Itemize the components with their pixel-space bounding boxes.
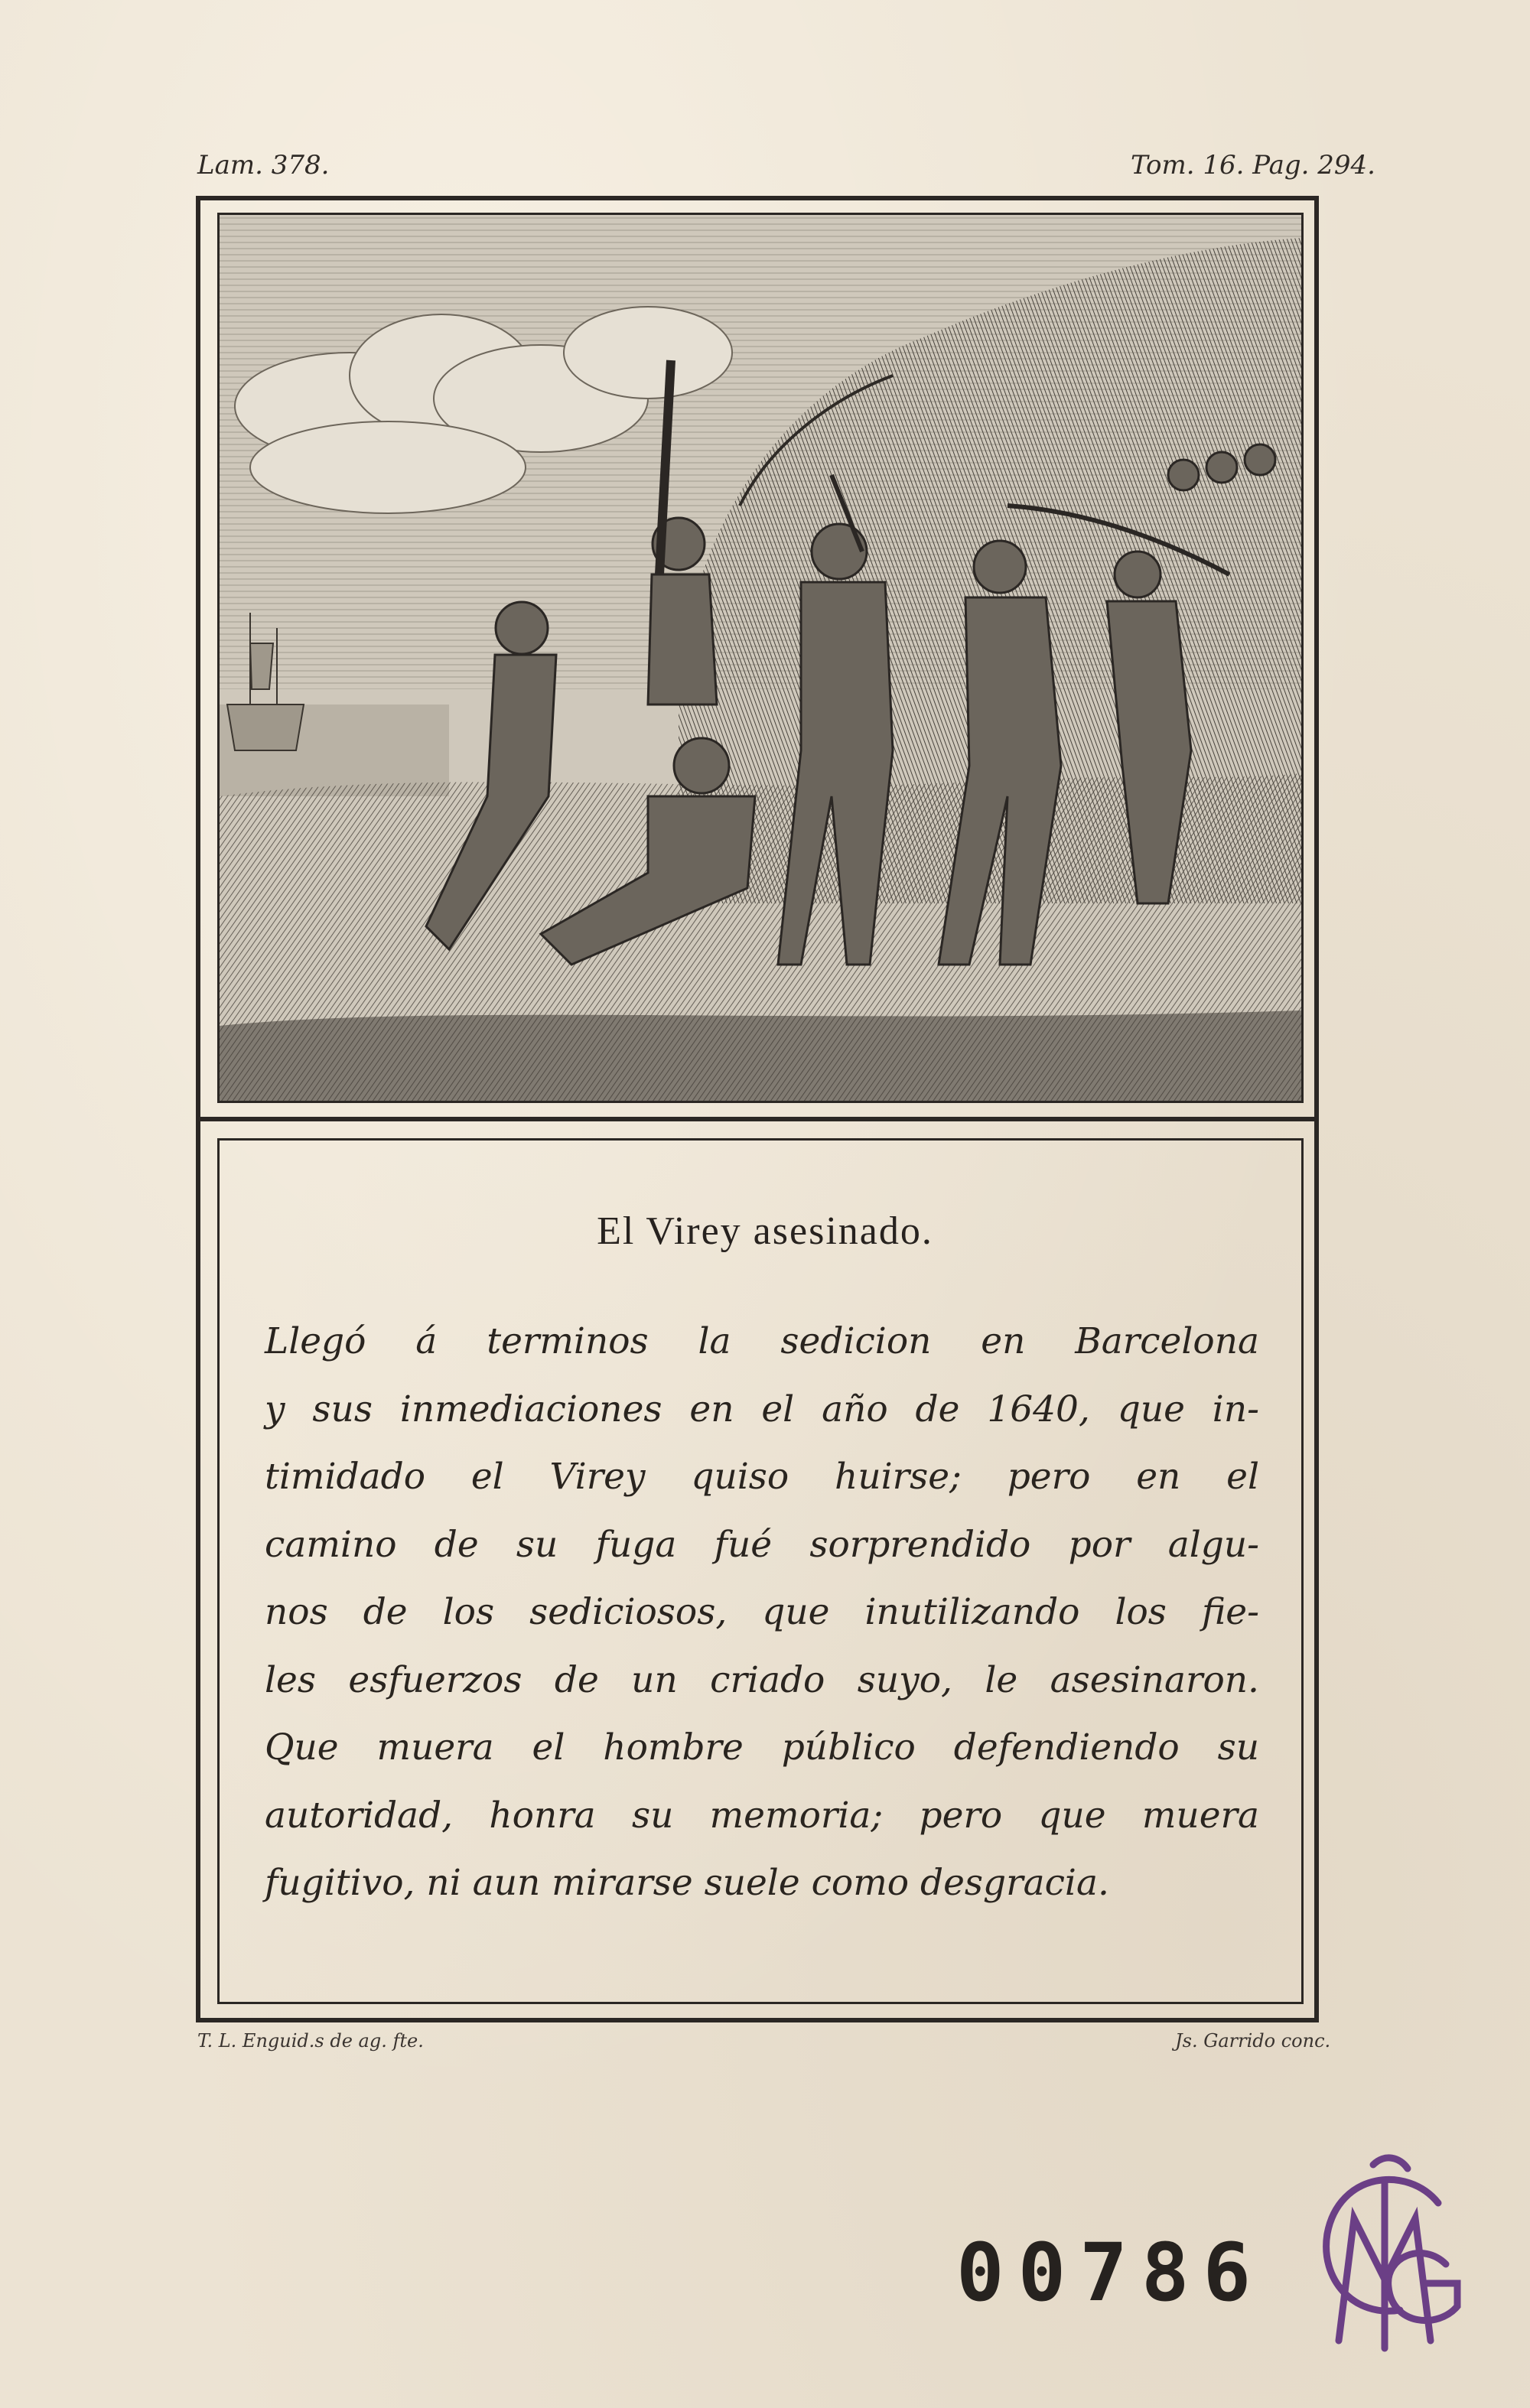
caption-line: autoridad, honra su memoria; pero que muera: [265, 1794, 1259, 1837]
caption-title: El Virey asesinado.: [597, 1209, 933, 1253]
engraving-illustration: [217, 213, 1304, 1103]
caption-line: y sus inmediaciones en el año de 1640, que in-: [265, 1388, 1259, 1430]
inventory-number: 00786: [956, 2226, 1265, 2319]
volume-page-reference: Tom. 16. Pag. 294.: [1131, 150, 1375, 181]
engraving-scene: [220, 215, 1301, 1101]
caption-body: [265, 1308, 1259, 1918]
caption-line: Llegó á terminos la sedicion en Barcelona: [265, 1320, 1259, 1362]
frame-divider: [196, 1117, 1319, 1121]
plate-number: Lam. 378.: [197, 150, 330, 181]
monogram-stamp: [1293, 2149, 1476, 2364]
caption-line: nos de los sediciosos, que inutilizando los fie-: [265, 1591, 1259, 1633]
caption-line: Que muera el hombre público defendiendo su: [265, 1726, 1259, 1769]
caption-line: les esfuerzos de un criado suyo, le asesinaron.: [265, 1658, 1259, 1701]
caption-line: fugitivo, ni aun mirarse suele como desgracia.: [265, 1862, 1109, 1904]
caption-line: timidado el Virey quiso huirse; pero en el: [265, 1456, 1259, 1498]
monogram-icon: [1293, 2149, 1476, 2364]
engraver-credit: T. L. Enguid.s de ag. fte.: [197, 2030, 424, 2052]
artist-credit: Js. Garrido conc.: [1175, 2030, 1331, 2052]
caption-line: camino de su fuga fué sorprendido por algu-: [265, 1523, 1259, 1566]
